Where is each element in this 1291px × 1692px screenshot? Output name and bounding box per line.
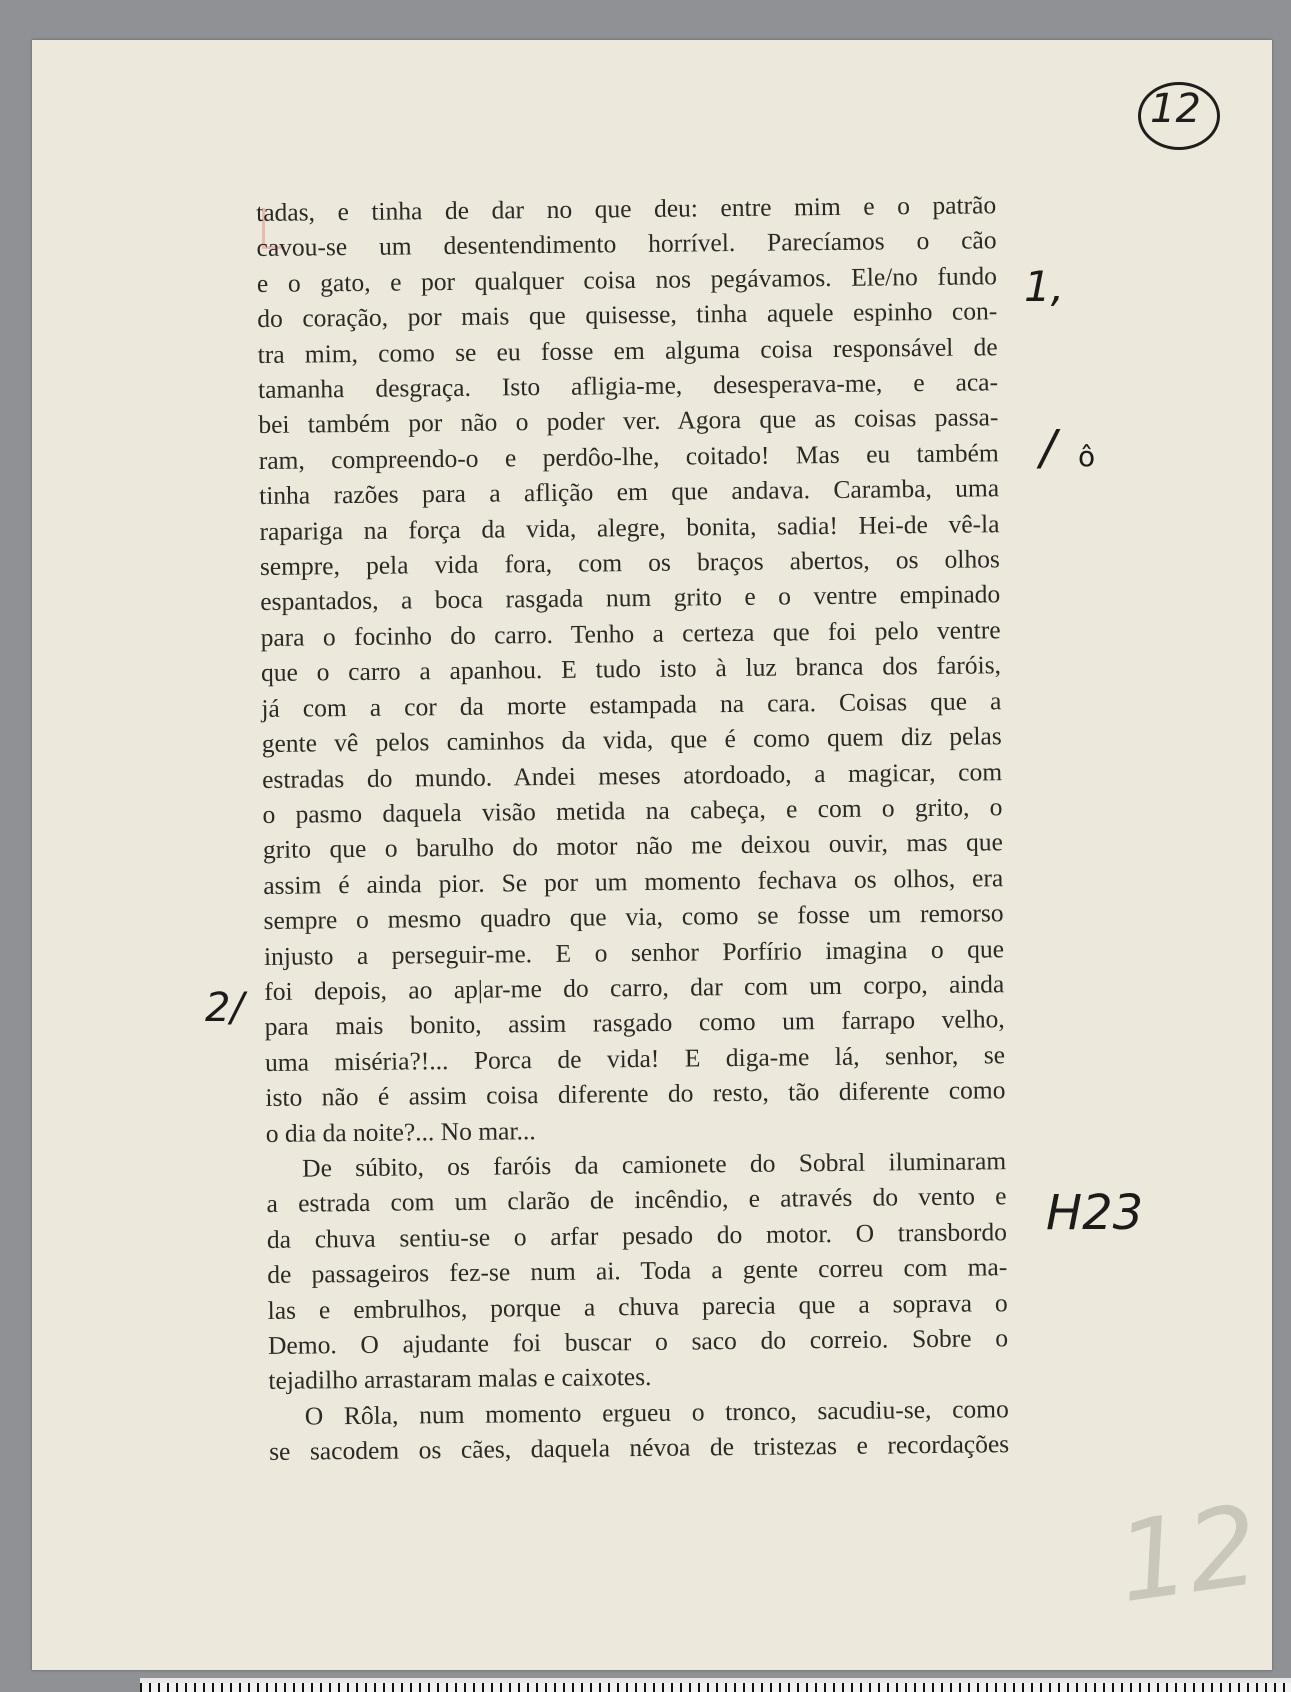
scale-ruler [140, 1678, 1291, 1692]
text-line: que o carro a apanhou. E tudo isto à luz branca dos faróis, [260, 650, 1002, 688]
text-line: tinha razões para a aflição em que andava. Caramba, uma [258, 473, 1000, 511]
text-line: bei também por não o poder ver. Agora que as coisas passa- [258, 402, 999, 440]
text-line: de passageiros fez-se num ai. Toda a gente correu com ma- [267, 1252, 1008, 1290]
text-line: se sacodem os cães, daquela névoa de tristezas e recordações [269, 1429, 1010, 1467]
text-line: tamanha desgraça. Isto afligia-me, desesperava-me, e aca- [257, 367, 999, 405]
text-line: foi depois, ao ap|ar-me do carro, dar com um corpo, ainda [264, 969, 1005, 1006]
page-number-annotation: 12 [1150, 86, 1201, 132]
text-line: rapariga na força da vida, alegre, bonita, sadia! Hei-de vê-la [259, 508, 1000, 546]
text-line: a estrada com um clarão de incêndio, e através do vento e [266, 1181, 1007, 1219]
text-line: já com a cor da morte estampada na cara. Coisas que a [261, 685, 1002, 723]
text-line: tadas, e tinha de dar no que deu: entre mim e o patrão [256, 190, 997, 227]
margin-annotation-2-accent: ô [1078, 440, 1096, 473]
text-line: O Rôla, num momento ergueu o tronco, sacudiu-se, como [304, 1393, 1009, 1431]
margin-annotation-3: 2/ [205, 985, 244, 1031]
text-line: sempre, pela vida fora, com os braços abertos, os olhos [259, 544, 1001, 582]
text-line: grito que o barulho do motor não me deixou ouvir, mas que [262, 827, 1003, 865]
pencil-page-number: 12 [1109, 1480, 1267, 1628]
text-line: o pasmo daquela visão metida na cabeça, e com o grito, o [262, 792, 1003, 829]
text-line: ram, compreendo-o e perdôo-lhe, coitado! Mas eu também [258, 438, 999, 475]
scale-ruler-band [140, 1678, 1291, 1683]
text-line: espantados, a boca rasgada num grito e o ventre empinado [260, 579, 1001, 617]
text-line: e o gato, e por qualquer coisa nos pegávamos. Ele/no fundo [256, 261, 998, 298]
text-line: las e embrulhos, porque a chuva parecia que a soprava o [267, 1287, 1008, 1325]
margin-annotation-2: / [1040, 420, 1057, 476]
text-line: para mais bonito, assim rasgado como um farrapo velho, [264, 1004, 1005, 1042]
text-line: tra mim, como se eu fosse em alguma coisa responsável de [257, 331, 998, 369]
text-line: estradas do mundo. Andei meses atordoado, a magicar, com [261, 756, 1003, 794]
text-line: cavou-se um desentendimento horrível. Parecíamos o cão [256, 225, 997, 263]
text-line: tejadilho arrastaram malas e caixotes. [268, 1362, 652, 1396]
text-line: do coração, por mais que quisesse, tinha aquele espinho con- [257, 296, 998, 334]
margin-annotation-4: H23 [1046, 1185, 1144, 1241]
text-line: isto não é assim coisa diferente do resto, tão diferente como [265, 1075, 1006, 1113]
text-line: injusto a perseguir-me. E o senhor Porfírio imagina o que [263, 933, 1005, 971]
text-line: De súbito, os faróis da camionete do Sobral iluminaram [302, 1146, 1007, 1183]
text-line: para o focinho do carro. Tenho a certeza que foi pelo ventre [260, 615, 1001, 652]
margin-annotation-1: 1, [1024, 262, 1065, 311]
text-line: gente vê pelos caminhos da vida, que é como quem diz pelas [261, 721, 1002, 759]
text-line: uma miséria?!... Porca de vida! E diga-me lá, senhor, se [264, 1039, 1006, 1077]
text-line: sempre o mesmo quadro que via, como se fosse um remorso [263, 898, 1004, 936]
text-line: Demo. O ajudante foi buscar o saco do correio. Sobre o [267, 1323, 1009, 1360]
body-text [256, 187, 1009, 1469]
text-line: o dia da noite?... No mar... [265, 1115, 536, 1148]
text-line: da chuva sentiu-se o arfar pesado do motor. O transbordo [266, 1216, 1008, 1254]
text-line: assim é ainda pior. Se por um momento fechava os olhos, era [263, 862, 1004, 900]
